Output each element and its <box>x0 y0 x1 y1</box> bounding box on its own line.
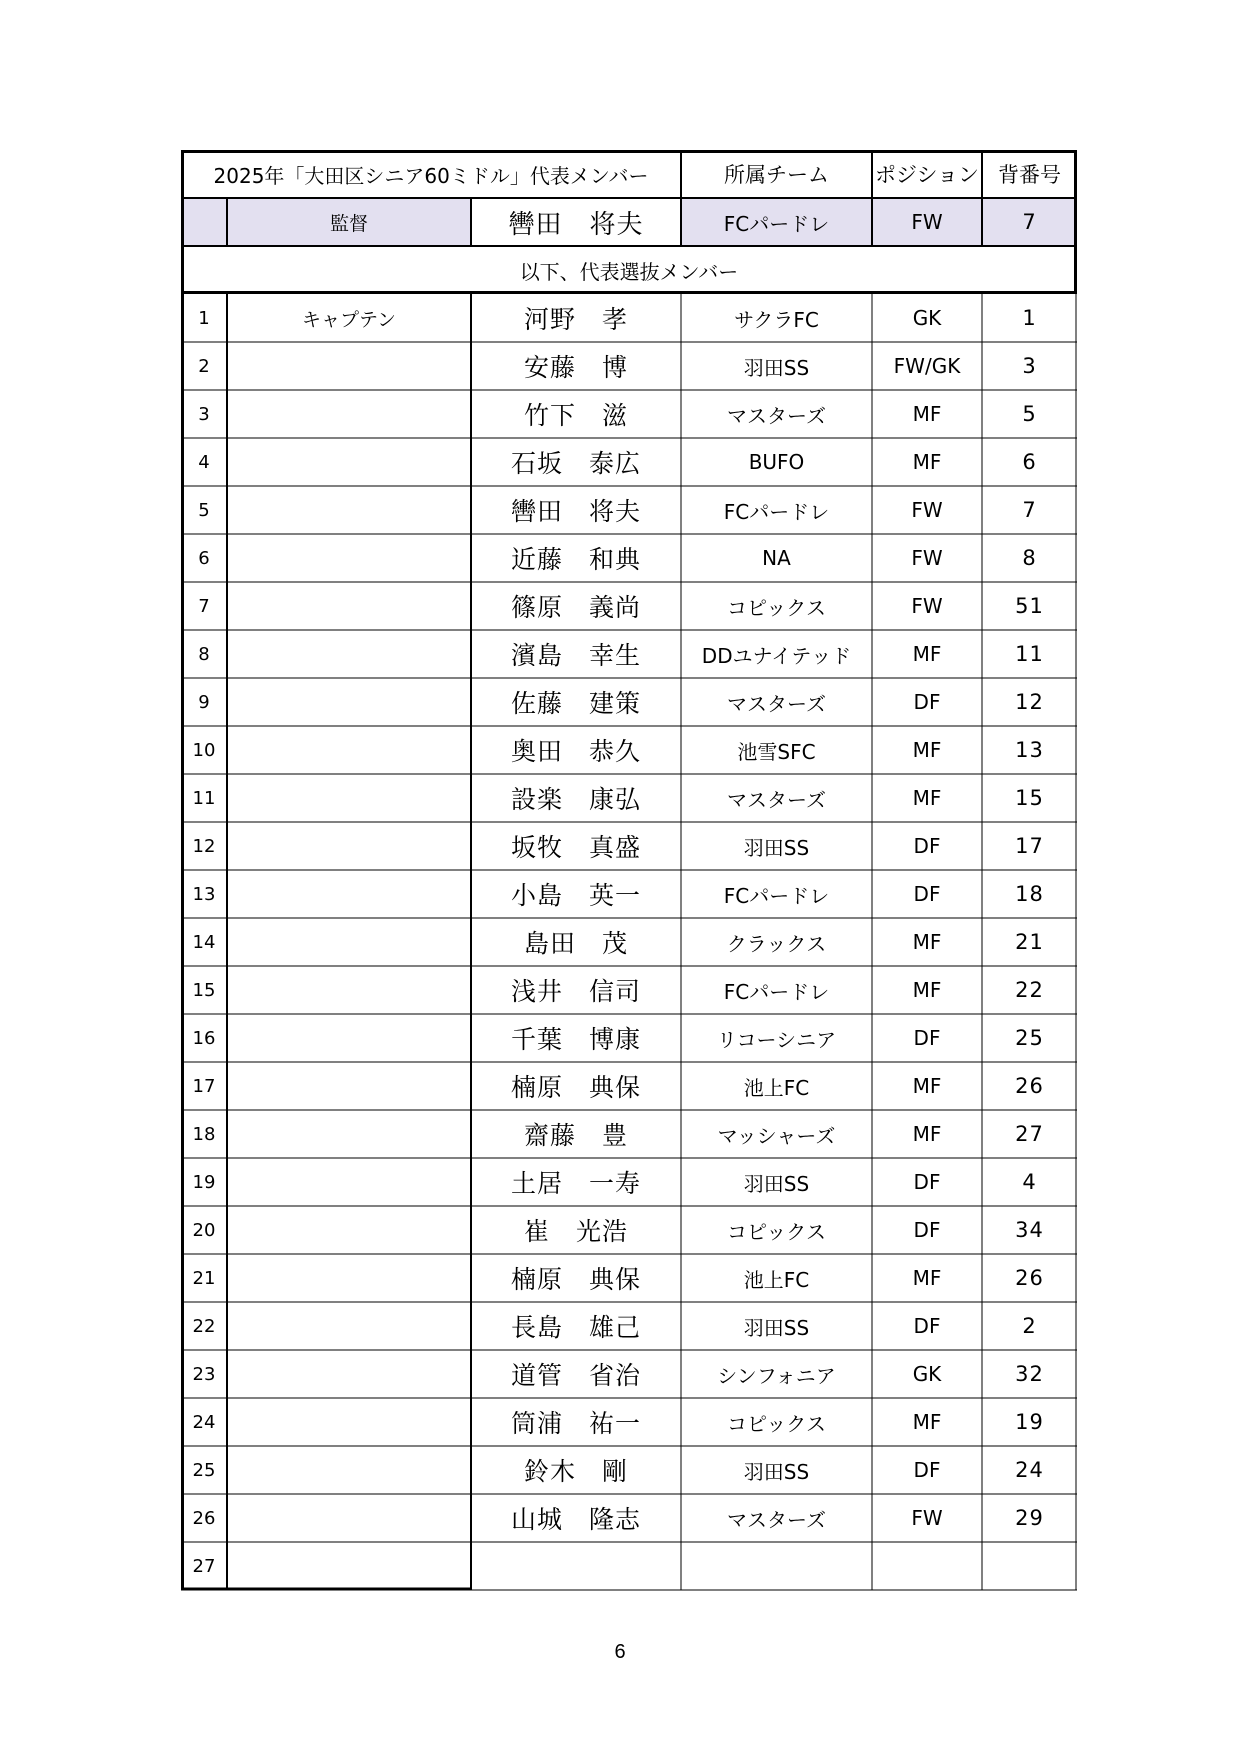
player-position: MF <box>912 930 942 954</box>
player-position: DF <box>913 882 941 906</box>
player-position: MF <box>912 738 942 762</box>
player-number-index: 9 <box>198 691 210 713</box>
player-name: 轡田 将夫 <box>510 497 641 526</box>
player-number-index: 22 <box>192 1315 216 1337</box>
player-position: GK <box>912 1362 942 1386</box>
table-row <box>181 1014 1077 1062</box>
player-number-index: 6 <box>198 547 210 569</box>
player-role <box>227 1542 471 1590</box>
player-number-index: 24 <box>192 1411 216 1433</box>
player-position: MF <box>912 642 942 666</box>
player-role <box>227 534 471 582</box>
player-role <box>227 966 471 1014</box>
player-shirt-number: 26 <box>1015 1074 1044 1098</box>
player-team: コピックス <box>727 1411 826 1436</box>
player-shirt-number: 24 <box>1015 1458 1044 1482</box>
player-role <box>227 870 471 918</box>
table-row <box>181 1062 1077 1110</box>
player-shirt-number: 13 <box>1015 738 1044 762</box>
player-role <box>227 726 471 774</box>
player-team: 羽田SS <box>743 1315 810 1340</box>
player-shirt-number: 15 <box>1015 786 1044 810</box>
player-name: 奥田 恭久 <box>510 737 641 766</box>
table-row <box>181 582 1077 630</box>
player-role <box>227 1110 471 1158</box>
player-shirt-number: 21 <box>1015 930 1044 954</box>
player-position: FW <box>911 594 943 618</box>
player-shirt-number: 26 <box>1015 1266 1044 1290</box>
position-column-header: ポジション <box>874 163 980 187</box>
player-position: FW <box>911 498 943 522</box>
player-team: FCパードレ <box>723 979 830 1004</box>
player-role <box>227 1302 471 1350</box>
player-position <box>872 1542 982 1590</box>
player-name: 道管 省治 <box>510 1361 641 1390</box>
selection-note: 以下、代表選抜メンバー <box>519 259 739 284</box>
player-position: MF <box>912 786 942 810</box>
player-team: 羽田SS <box>743 355 810 380</box>
player-name: 佐藤 建策 <box>510 689 641 718</box>
player-role <box>227 774 471 822</box>
player-team: BUFO <box>748 450 805 474</box>
table-row <box>181 1446 1077 1494</box>
player-team: シンフォニア <box>717 1363 836 1388</box>
player-role <box>227 630 471 678</box>
player-shirt-number: 4 <box>1022 1170 1037 1194</box>
player-team <box>681 1542 872 1590</box>
player-position: MF <box>912 1074 942 1098</box>
player-team: コピックス <box>727 1219 826 1244</box>
player-position: MF <box>912 978 942 1002</box>
player-shirt-number: 27 <box>1015 1122 1044 1146</box>
player-shirt-number: 1 <box>1022 306 1037 330</box>
player-role <box>227 678 471 726</box>
table-row <box>181 294 1077 342</box>
player-position: GK <box>912 306 942 330</box>
table-row <box>181 726 1077 774</box>
player-team: FCパードレ <box>723 499 830 524</box>
player-number-index: 11 <box>192 787 216 809</box>
player-team: マスターズ <box>727 691 826 716</box>
player-shirt-number: 3 <box>1022 354 1037 378</box>
player-number-index: 16 <box>192 1027 216 1049</box>
player-role <box>227 1062 471 1110</box>
player-name: 浅井 信司 <box>510 977 641 1006</box>
player-role <box>227 1254 471 1302</box>
player-position: MF <box>912 450 942 474</box>
player-position: FW/GK <box>893 354 961 378</box>
player-role <box>227 1446 471 1494</box>
player-team: マスターズ <box>727 403 826 428</box>
player-role <box>227 1206 471 1254</box>
table-row <box>181 1398 1077 1446</box>
player-team: マスターズ <box>727 787 826 812</box>
player-number-index: 19 <box>192 1171 216 1193</box>
player-name: 近藤 和典 <box>510 545 641 574</box>
player-shirt-number: 32 <box>1015 1362 1044 1386</box>
table-row <box>181 1254 1077 1302</box>
number-column-header: 背番号 <box>998 163 1061 187</box>
player-role <box>227 1014 471 1062</box>
table-row <box>181 1110 1077 1158</box>
player-name: 土居 一寿 <box>510 1169 641 1198</box>
player-name: 千葉 博康 <box>510 1025 641 1054</box>
player-role <box>227 1494 471 1542</box>
player-role <box>227 1158 471 1206</box>
table-row <box>181 774 1077 822</box>
table-row <box>181 1158 1077 1206</box>
player-team: マッシャーズ <box>717 1123 836 1148</box>
table-row <box>181 534 1077 582</box>
player-team: FCパードレ <box>723 883 830 908</box>
player-shirt-number: 11 <box>1015 642 1044 666</box>
table-row <box>181 678 1077 726</box>
player-number-index: 4 <box>198 451 210 473</box>
player-team: 羽田SS <box>743 1171 810 1196</box>
player-team: 池上FC <box>743 1075 810 1100</box>
header-row <box>181 150 1077 198</box>
table-row <box>181 870 1077 918</box>
manager-number: 7 <box>1022 210 1037 234</box>
player-shirt-number: 51 <box>1015 594 1044 618</box>
table-row <box>181 1302 1077 1350</box>
player-role <box>227 342 471 390</box>
player-team: DDユナイテッド <box>701 643 852 668</box>
player-name: 石坂 泰広 <box>510 449 641 478</box>
player-team: サクラFC <box>734 307 819 332</box>
manager-name: 轡田 将夫 <box>508 209 644 240</box>
player-name: 濱島 幸生 <box>510 641 641 670</box>
page-number: 6 <box>614 1641 626 1663</box>
player-position: DF <box>913 1026 941 1050</box>
player-number-index: 7 <box>198 595 210 617</box>
player-number-index: 23 <box>192 1363 216 1385</box>
player-name: 崔 光浩 <box>523 1217 628 1246</box>
table-row <box>181 342 1077 390</box>
player-shirt-number: 18 <box>1015 882 1044 906</box>
player-number-index: 17 <box>192 1075 216 1097</box>
player-name: 鈴木 剛 <box>523 1457 628 1486</box>
player-number-index: 26 <box>192 1507 216 1529</box>
player-role <box>227 582 471 630</box>
player-number-index: 25 <box>192 1459 216 1481</box>
player-role <box>227 1398 471 1446</box>
player-position: DF <box>913 1170 941 1194</box>
player-role: キャプテン <box>301 308 397 331</box>
player-position: MF <box>912 1266 942 1290</box>
player-name: 齋藤 豊 <box>523 1121 628 1150</box>
player-team: 池上FC <box>743 1267 810 1292</box>
player-number-index: 3 <box>198 403 210 425</box>
player-shirt-number: 29 <box>1015 1506 1044 1530</box>
player-team: 羽田SS <box>743 835 810 860</box>
player-number-index: 1 <box>198 307 210 329</box>
player-name: 小島 英一 <box>510 881 641 910</box>
player-position: FW <box>911 1506 943 1530</box>
player-shirt-number: 12 <box>1015 690 1044 714</box>
manager-row <box>181 198 1077 246</box>
player-number-index: 8 <box>198 643 210 665</box>
player-number-index: 10 <box>192 739 216 761</box>
player-team: リコーシニア <box>716 1027 837 1052</box>
player-shirt-number: 17 <box>1015 834 1044 858</box>
player-shirt-number: 22 <box>1015 978 1044 1002</box>
player-name: 竹下 滋 <box>523 401 628 430</box>
player-number-index: 12 <box>192 835 216 857</box>
player-name: 長島 雄己 <box>510 1313 641 1342</box>
player-team: NA <box>762 546 791 570</box>
player-number-index: 20 <box>192 1219 216 1241</box>
player-number-index: 14 <box>192 931 216 953</box>
player-role <box>227 1350 471 1398</box>
table-row <box>181 1206 1077 1254</box>
player-name: 安藤 博 <box>523 353 628 382</box>
player-role <box>227 486 471 534</box>
player-shirt-number: 7 <box>1022 498 1037 522</box>
table-row <box>181 918 1077 966</box>
player-shirt-number: 8 <box>1022 546 1037 570</box>
player-team: 羽田SS <box>743 1459 810 1484</box>
player-name: 楠原 典保 <box>510 1265 641 1294</box>
player-role <box>227 822 471 870</box>
table-row <box>181 1494 1077 1542</box>
player-number-index: 15 <box>192 979 216 1001</box>
manager-team: FCパードレ <box>723 211 830 236</box>
player-name: 設楽 康弘 <box>510 785 641 814</box>
player-name: 筒浦 祐一 <box>510 1409 641 1438</box>
table-row <box>181 390 1077 438</box>
player-position: DF <box>913 1458 941 1482</box>
player-shirt-number: 34 <box>1015 1218 1044 1242</box>
table-row <box>181 1350 1077 1398</box>
player-team: コピックス <box>727 595 826 620</box>
player-position: MF <box>912 1122 942 1146</box>
player-name: 島田 茂 <box>523 929 628 958</box>
player-number-index: 2 <box>198 355 210 377</box>
table-row <box>181 438 1077 486</box>
player-list <box>181 294 1077 1590</box>
player-name: 坂牧 真盛 <box>510 833 641 862</box>
player-name: 篠原 義尚 <box>510 593 641 622</box>
selection-note-row <box>181 246 1077 294</box>
player-team: マスターズ <box>727 1507 826 1532</box>
table-title: 2025年「大田区シニア60ミドル」代表メンバー <box>213 163 649 188</box>
table-row <box>181 966 1077 1014</box>
player-position: MF <box>912 1410 942 1434</box>
player-number-index: 5 <box>198 499 210 521</box>
player-shirt-number: 2 <box>1022 1314 1037 1338</box>
player-position: DF <box>913 1314 941 1338</box>
player-shirt-number: 5 <box>1022 402 1037 426</box>
player-role <box>227 918 471 966</box>
team-column-header: 所属チーム <box>724 163 829 187</box>
table-row <box>181 1542 1077 1590</box>
player-position: DF <box>913 834 941 858</box>
player-team: クラックス <box>726 931 827 956</box>
table-row <box>181 630 1077 678</box>
player-number-index: 27 <box>192 1555 216 1577</box>
player-shirt-number: 19 <box>1015 1410 1044 1434</box>
player-shirt-number: 6 <box>1022 450 1037 474</box>
manager-role: 監督 <box>329 212 368 235</box>
player-shirt-number <box>982 1542 1077 1590</box>
player-name <box>471 1542 681 1590</box>
player-shirt-number: 25 <box>1015 1026 1044 1050</box>
player-role <box>227 438 471 486</box>
player-team: 池雪SFC <box>737 739 816 764</box>
player-position: DF <box>913 1218 941 1242</box>
player-name: 河野 孝 <box>523 305 628 334</box>
player-number-index: 13 <box>192 883 216 905</box>
player-name: 楠原 典保 <box>510 1073 641 1102</box>
manager-position: FW <box>911 210 943 234</box>
player-number-index: 18 <box>192 1123 216 1145</box>
player-role <box>227 390 471 438</box>
table-row <box>181 486 1077 534</box>
player-name: 山城 隆志 <box>510 1505 641 1534</box>
player-number-index: 21 <box>192 1267 216 1289</box>
table-row <box>181 822 1077 870</box>
player-position: MF <box>912 402 942 426</box>
player-position: FW <box>911 546 943 570</box>
player-position: DF <box>913 690 941 714</box>
roster-table <box>181 150 1077 1590</box>
